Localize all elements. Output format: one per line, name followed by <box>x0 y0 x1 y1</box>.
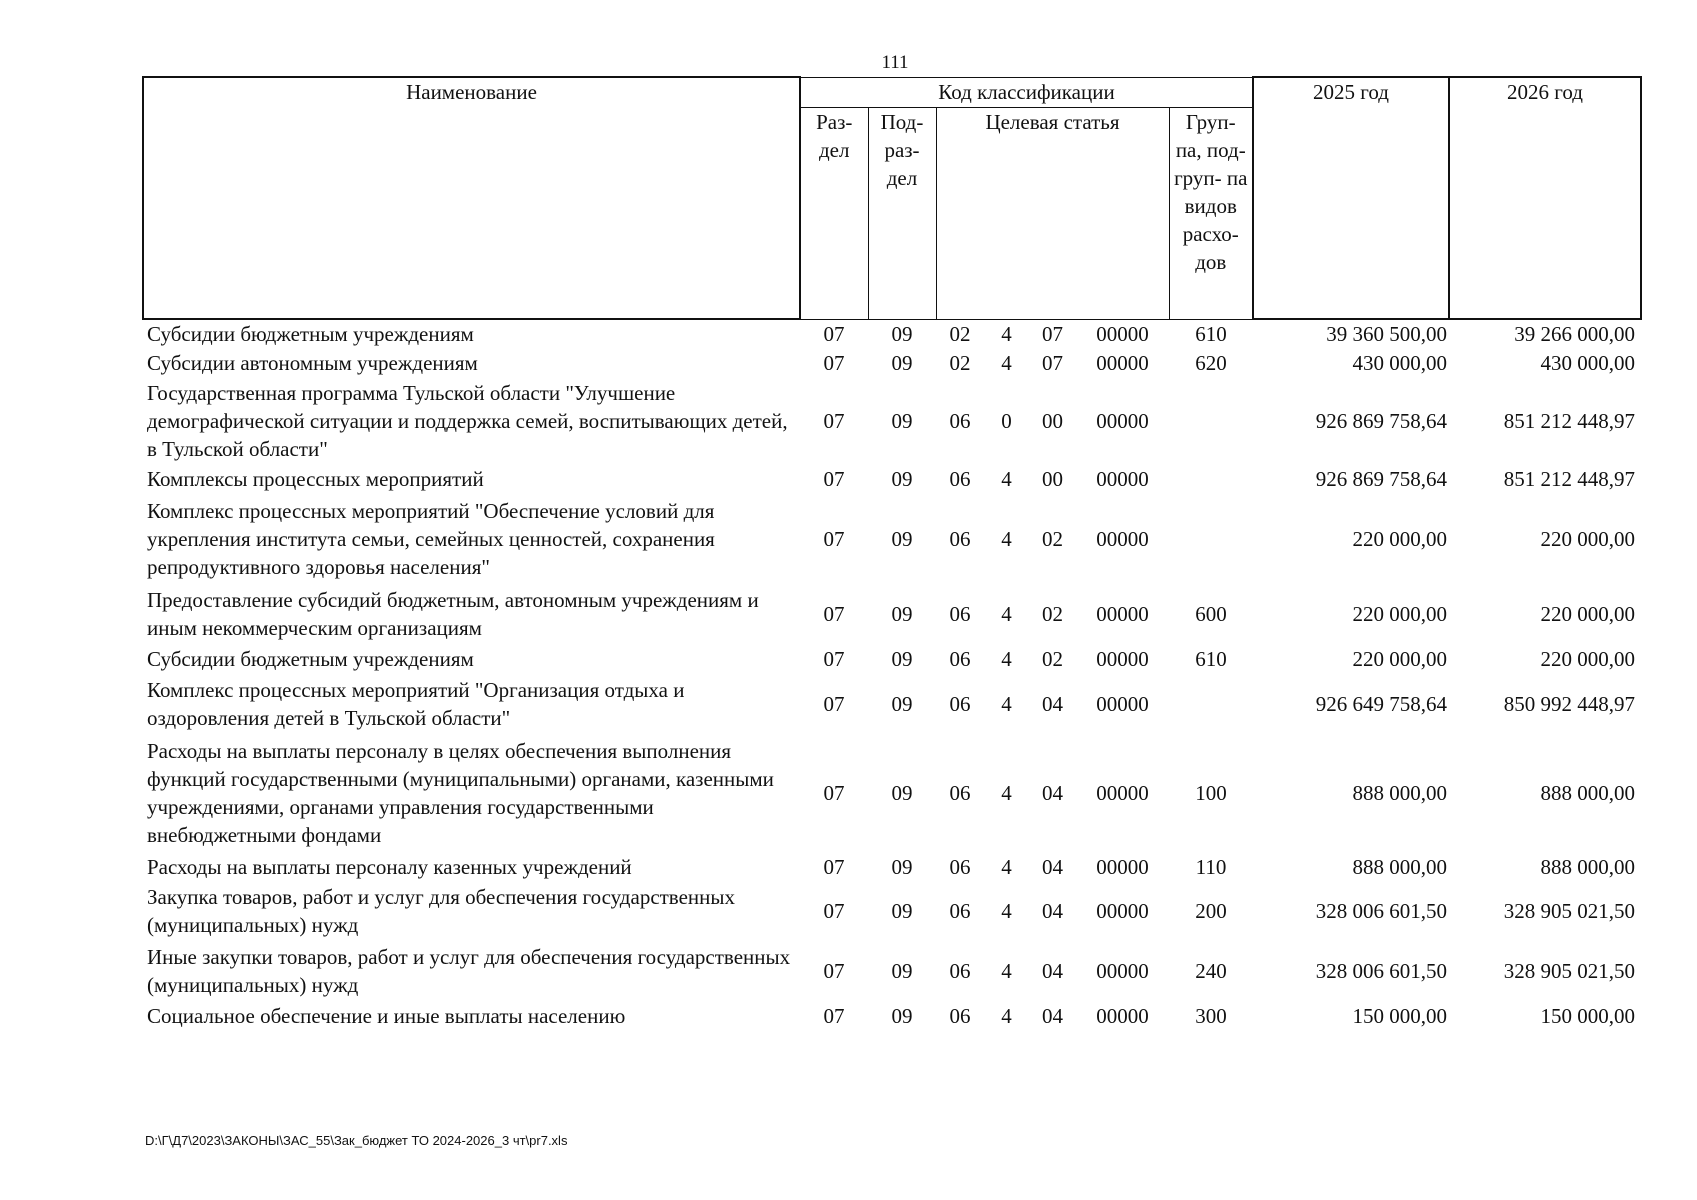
row-target-direction: 00000 <box>1096 647 1149 671</box>
row-target-direction: 00000 <box>1096 321 1149 346</box>
row-expense-group <box>1169 674 1253 734</box>
row-amount-2025: 430 000,00 <box>1352 350 1448 375</box>
table-row <box>143 644 1641 674</box>
row-name: Субсидии бюджетным учреждениям <box>147 647 474 671</box>
row-section: 07 <box>823 602 845 626</box>
row-target-program: 06 <box>949 647 971 671</box>
row-subsection: 09 <box>891 854 913 879</box>
row-amount-2026: 150 000,00 <box>1540 1003 1636 1028</box>
row-name: Расходы на выплаты персоналу казенных учреждений <box>147 854 632 879</box>
row-target-program: 06 <box>949 692 971 716</box>
row-subsection: 09 <box>891 959 913 983</box>
row-subsection: 09 <box>891 899 913 923</box>
row-subsection: 09 <box>891 321 913 346</box>
row-target-program: 06 <box>949 602 971 626</box>
row-amount-2025: 888 000,00 <box>1352 854 1448 879</box>
row-target-complex: 04 <box>1042 959 1063 983</box>
row-subsection: 09 <box>891 350 913 375</box>
row-amount-2026: 888 000,00 <box>1540 781 1636 805</box>
row-target-program: 06 <box>949 467 971 491</box>
row-subsection: 09 <box>891 527 913 551</box>
table-row <box>143 584 1641 644</box>
row-name: Социальное обеспечение и иные выплаты населению <box>147 1003 626 1028</box>
row-subsection: 09 <box>891 602 913 626</box>
row-section: 07 <box>823 647 845 671</box>
row-target-complex: 00 <box>1042 467 1063 491</box>
row-section: 07 <box>823 959 845 983</box>
row-target-program: 06 <box>949 1003 971 1028</box>
row-target-type: 4 <box>1001 854 1012 879</box>
row-target-type: 4 <box>1001 781 1012 805</box>
row-amount-2025: 926 869 758,64 <box>1315 467 1448 491</box>
row-target-program: 06 <box>949 959 971 983</box>
row-target-type: 4 <box>1001 1003 1012 1028</box>
row-target-direction: 00000 <box>1096 959 1149 983</box>
row-target-direction: 00000 <box>1096 467 1149 491</box>
row-target-direction: 00000 <box>1096 854 1149 879</box>
row-target-type: 4 <box>1001 602 1012 626</box>
row-amount-2025: 39 360 500,00 <box>1326 322 1448 346</box>
row-expense-group: 240 <box>1195 959 1227 983</box>
row-target-direction: 00000 <box>1096 781 1149 805</box>
row-expense-group: 600 <box>1195 602 1227 626</box>
row-amount-2026: 888 000,00 <box>1540 854 1636 879</box>
table-row <box>143 464 1641 494</box>
row-target-direction: 00000 <box>1096 692 1149 716</box>
table-row <box>143 494 1641 584</box>
row-name: Субсидии бюджетным учреждениям <box>147 322 474 346</box>
row-target-complex: 02 <box>1042 602 1063 626</box>
row-expense-group: 610 <box>1195 647 1227 671</box>
table-row <box>143 852 1641 881</box>
row-target-type: 0 <box>1001 408 1012 433</box>
table-row <box>143 734 1641 852</box>
row-expense-group <box>1169 377 1253 464</box>
row-section: 07 <box>823 321 845 346</box>
row-name: Расходы на выплаты персоналу в целях обеспечения выполнения функций государственными (муниципальными) органами, казенными учреждениями, органами управления государственными внебюджетными фондами <box>147 739 774 847</box>
header-target-article: Целевая статья <box>936 107 1169 319</box>
table-row <box>143 348 1641 377</box>
row-amount-2026: 430 000,00 <box>1540 350 1636 375</box>
row-target-program: 06 <box>949 527 971 551</box>
row-amount-2026: 851 212 448,97 <box>1503 467 1636 491</box>
table-header <box>143 77 1641 319</box>
row-amount-2025: 220 000,00 <box>1352 527 1448 551</box>
row-target-direction: 00000 <box>1096 1003 1149 1028</box>
row-section: 07 <box>823 899 845 923</box>
row-amount-2026: 220 000,00 <box>1540 602 1636 626</box>
row-amount-2026: 220 000,00 <box>1540 647 1636 671</box>
row-expense-group: 300 <box>1195 1003 1227 1028</box>
table-body <box>143 319 1641 1030</box>
row-expense-group: 100 <box>1195 781 1227 805</box>
row-subsection: 09 <box>891 467 913 491</box>
row-amount-2026: 850 992 448,97 <box>1503 692 1636 716</box>
row-target-complex: 07 <box>1042 350 1063 375</box>
row-section: 07 <box>823 527 845 551</box>
page-number: 111 <box>881 52 909 73</box>
row-amount-2025: 220 000,00 <box>1352 602 1448 626</box>
row-name: Государственная программа Тульской области "Улучшение демографической ситуации и поддержка семей, воспитывающих детей, в Тульской области" <box>147 380 788 461</box>
row-section: 07 <box>823 408 845 433</box>
table-row <box>143 674 1641 734</box>
row-target-complex: 02 <box>1042 647 1063 671</box>
footer-file-path: D:\Г\Д7\2023\ЗАКОНЫ\ЗАС_55\Зак_бюджет ТО 2024-2026_3 чт\pr7.xls <box>145 1133 568 1148</box>
budget-table <box>142 76 1642 1030</box>
row-amount-2026: 851 212 448,97 <box>1503 408 1636 433</box>
row-amount-2026: 220 000,00 <box>1540 527 1636 551</box>
row-target-program: 06 <box>949 854 971 879</box>
row-section: 07 <box>823 854 845 879</box>
table-row <box>143 881 1641 941</box>
table-row <box>143 1001 1641 1030</box>
row-name: Субсидии автономным учреждениям <box>147 350 478 375</box>
header-section: Раз- дел <box>800 107 868 319</box>
row-amount-2026: 328 905 021,50 <box>1503 899 1636 923</box>
row-subsection: 09 <box>891 647 913 671</box>
row-target-type: 4 <box>1001 959 1012 983</box>
row-section: 07 <box>823 781 845 805</box>
row-amount-2025: 926 649 758,64 <box>1315 692 1448 716</box>
row-subsection: 09 <box>891 692 913 716</box>
row-target-program: 06 <box>949 781 971 805</box>
row-subsection: 09 <box>891 1003 913 1028</box>
row-target-type: 4 <box>1001 321 1012 346</box>
row-expense-group: 200 <box>1195 899 1227 923</box>
row-subsection: 09 <box>891 781 913 805</box>
row-target-program: 02 <box>949 321 971 346</box>
row-target-type: 4 <box>1001 350 1012 375</box>
row-name: Комплекс процессных мероприятий "Обеспечение условий для укрепления института семьи, семейных ценностей, сохранения репродуктивного здоровья населения" <box>147 499 715 579</box>
row-expense-group <box>1169 464 1253 494</box>
table-row <box>143 319 1641 348</box>
row-name: Иные закупки товаров, работ и услуг для обеспечения государственных (муниципальных) нужд <box>147 945 791 997</box>
row-amount-2025: 220 000,00 <box>1352 647 1448 671</box>
row-target-type: 4 <box>1001 692 1012 716</box>
row-target-direction: 00000 <box>1096 527 1149 551</box>
header-name: Наименование <box>143 77 800 319</box>
row-target-complex: 00 <box>1042 408 1063 433</box>
header-subsection: Под- раз- дел <box>868 107 936 319</box>
row-target-program: 02 <box>949 350 971 375</box>
row-target-complex: 04 <box>1042 899 1063 923</box>
table-row <box>143 377 1641 464</box>
header-expense-group: Груп- па, под- груп- па видов расхо- дов <box>1169 107 1253 319</box>
row-target-type: 4 <box>1001 899 1012 923</box>
row-expense-group <box>1169 494 1253 584</box>
row-section: 07 <box>823 350 845 375</box>
row-section: 07 <box>823 692 845 716</box>
row-expense-group: 610 <box>1195 321 1227 346</box>
row-target-direction: 00000 <box>1096 408 1149 433</box>
row-target-complex: 07 <box>1042 321 1063 346</box>
row-amount-2026: 39 266 000,00 <box>1514 322 1636 346</box>
row-target-program: 06 <box>949 899 971 923</box>
row-target-type: 4 <box>1001 647 1012 671</box>
row-target-complex: 04 <box>1042 854 1063 879</box>
row-target-complex: 04 <box>1042 692 1063 716</box>
row-expense-group: 620 <box>1195 350 1227 375</box>
row-target-direction: 00000 <box>1096 899 1149 923</box>
row-section: 07 <box>823 1003 845 1028</box>
row-name: Комплекс процессных мероприятий "Организация отдыха и оздоровления детей в Тульской области" <box>147 678 685 730</box>
row-section: 07 <box>823 467 845 491</box>
row-subsection: 09 <box>891 408 913 433</box>
row-target-direction: 00000 <box>1096 602 1149 626</box>
row-amount-2025: 150 000,00 <box>1352 1003 1448 1028</box>
row-amount-2025: 888 000,00 <box>1352 781 1448 805</box>
row-target-type: 4 <box>1001 527 1012 551</box>
row-target-program: 06 <box>949 408 971 433</box>
table-row <box>143 941 1641 1001</box>
row-target-complex: 04 <box>1042 1003 1063 1028</box>
row-target-type: 4 <box>1001 467 1012 491</box>
row-name: Предоставление субсидий бюджетным, автономным учреждениям и иным некоммерческим организациям <box>147 588 759 640</box>
row-amount-2025: 328 006 601,50 <box>1315 959 1448 983</box>
row-target-complex: 02 <box>1042 527 1063 551</box>
row-name: Комплексы процессных мероприятий <box>147 467 484 491</box>
row-target-direction: 00000 <box>1096 350 1149 375</box>
row-expense-group: 110 <box>1195 854 1227 879</box>
header-classification: Код классификации <box>800 77 1253 107</box>
row-amount-2025: 328 006 601,50 <box>1315 899 1448 923</box>
header-year-2026: 2026 год <box>1449 77 1641 319</box>
header-year-2025: 2025 год <box>1253 77 1449 319</box>
row-name: Закупка товаров, работ и услуг для обеспечения государственных (муниципальных) нужд <box>147 885 736 937</box>
row-amount-2026: 328 905 021,50 <box>1503 959 1636 983</box>
row-amount-2025: 926 869 758,64 <box>1315 408 1448 433</box>
row-target-complex: 04 <box>1042 781 1063 805</box>
